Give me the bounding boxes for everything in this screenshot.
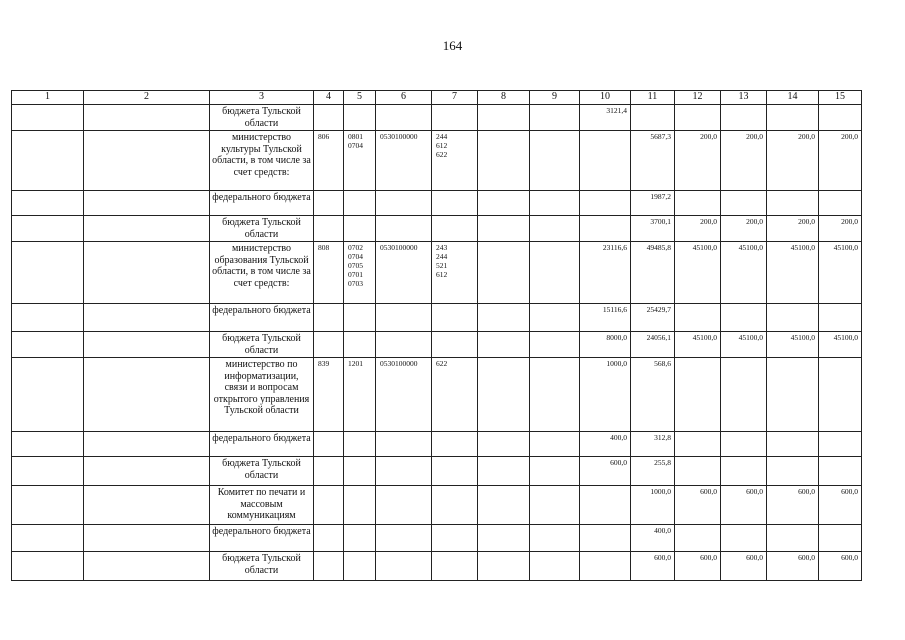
table-cell-col-4: 839 xyxy=(314,358,344,432)
table-cell-col-2 xyxy=(84,191,210,216)
table-cell-col-13: 45100,0 xyxy=(721,242,767,304)
table-cell-col-13: 200,0 xyxy=(721,216,767,242)
table-cell-col-8 xyxy=(478,332,530,358)
table-cell-col-6 xyxy=(376,332,432,358)
table-cell-col-11: 49485,8 xyxy=(631,242,675,304)
table-cell-col-7 xyxy=(432,191,478,216)
table-cell-col-14 xyxy=(767,191,819,216)
column-header: 14 xyxy=(767,91,819,105)
table-cell-col-11: 5687,3 xyxy=(631,131,675,191)
table-cell-col-11: 25429,7 xyxy=(631,304,675,332)
table-cell-col-12: 600,0 xyxy=(675,552,721,581)
table-cell-col-7: 622 xyxy=(432,358,478,432)
table-cell-col-7: 243 244 521 612 xyxy=(432,242,478,304)
table-cell-col-13 xyxy=(721,191,767,216)
table-cell-col-10: 1000,0 xyxy=(580,358,631,432)
table-cell-col-9 xyxy=(530,304,580,332)
table-row xyxy=(12,552,862,581)
table-cell-col-5 xyxy=(344,216,376,242)
table-cell-col-15 xyxy=(819,525,862,552)
table-cell-col-2 xyxy=(84,457,210,486)
table-cell-col-10 xyxy=(580,216,631,242)
table-cell-col-1 xyxy=(12,486,84,525)
table-cell-col-7 xyxy=(432,457,478,486)
table-cell-col-14 xyxy=(767,525,819,552)
column-header: 12 xyxy=(675,91,721,105)
table-cell-col-11: 24056,1 xyxy=(631,332,675,358)
table-cell-col-8 xyxy=(478,191,530,216)
table-cell-col-7 xyxy=(432,105,478,131)
table-cell-col-9 xyxy=(530,525,580,552)
table-cell-col-4 xyxy=(314,332,344,358)
table-cell-col-15: 45100,0 xyxy=(819,332,862,358)
table-cell-col-2 xyxy=(84,552,210,581)
table-cell-col-5 xyxy=(344,332,376,358)
table-cell-col-12: 200,0 xyxy=(675,131,721,191)
table-cell-col-10 xyxy=(580,552,631,581)
table-cell-col-3: федерального бюджета xyxy=(210,304,314,332)
table-cell-col-14 xyxy=(767,358,819,432)
table-cell-col-9 xyxy=(530,457,580,486)
table-cell-col-6: 0530100000 xyxy=(376,131,432,191)
column-header: 4 xyxy=(314,91,344,105)
table-cell-col-8 xyxy=(478,304,530,332)
table-cell-col-3: бюджета Тульской области xyxy=(210,216,314,242)
table-cell-col-14 xyxy=(767,304,819,332)
table-cell-col-8 xyxy=(478,216,530,242)
table-cell-col-1 xyxy=(12,216,84,242)
table-cell-col-8 xyxy=(478,242,530,304)
column-header: 10 xyxy=(580,91,631,105)
table-cell-col-6 xyxy=(376,552,432,581)
table-cell-col-6 xyxy=(376,525,432,552)
table-cell-col-4 xyxy=(314,304,344,332)
table-cell-col-5 xyxy=(344,105,376,131)
table-cell-col-3: министерство по информатизации, связи и вопросам открытого управления Тульской области xyxy=(210,358,314,432)
table-cell-col-9 xyxy=(530,242,580,304)
table-cell-col-9 xyxy=(530,432,580,457)
budget-table xyxy=(11,90,862,581)
table-cell-col-7 xyxy=(432,432,478,457)
table-row xyxy=(12,486,862,525)
table-cell-col-9 xyxy=(530,216,580,242)
table-cell-col-2 xyxy=(84,525,210,552)
table-cell-col-12: 200,0 xyxy=(675,216,721,242)
table-row xyxy=(12,242,862,304)
header-row xyxy=(12,91,862,105)
table-cell-col-9 xyxy=(530,131,580,191)
table-row xyxy=(12,525,862,552)
column-header: 1 xyxy=(12,91,84,105)
table-cell-col-15: 600,0 xyxy=(819,486,862,525)
table-cell-col-12 xyxy=(675,358,721,432)
table-cell-col-13 xyxy=(721,457,767,486)
table-cell-col-12 xyxy=(675,105,721,131)
table-cell-col-2 xyxy=(84,358,210,432)
table-cell-col-12: 45100,0 xyxy=(675,332,721,358)
table-cell-col-13 xyxy=(721,525,767,552)
table-cell-col-14 xyxy=(767,457,819,486)
column-header: 7 xyxy=(432,91,478,105)
table-cell-col-6 xyxy=(376,105,432,131)
table-cell-col-6 xyxy=(376,304,432,332)
table-cell-col-4 xyxy=(314,216,344,242)
table-cell-col-12: 45100,0 xyxy=(675,242,721,304)
table-cell-col-4 xyxy=(314,457,344,486)
table-cell-col-15: 200,0 xyxy=(819,131,862,191)
table-cell-col-15 xyxy=(819,304,862,332)
table-cell-col-5 xyxy=(344,486,376,525)
table-cell-col-6 xyxy=(376,486,432,525)
table-cell-col-6 xyxy=(376,191,432,216)
table-cell-col-7 xyxy=(432,332,478,358)
table-row xyxy=(12,216,862,242)
table-cell-col-12 xyxy=(675,525,721,552)
table-row xyxy=(12,332,862,358)
table-cell-col-13: 200,0 xyxy=(721,131,767,191)
table-cell-col-3: бюджета Тульской области xyxy=(210,105,314,131)
table-cell-col-1 xyxy=(12,457,84,486)
page-number: 164 xyxy=(442,38,463,53)
table-row xyxy=(12,358,862,432)
table-cell-col-5: 0801 0704 xyxy=(344,131,376,191)
table-row xyxy=(12,131,862,191)
table-cell-col-8 xyxy=(478,552,530,581)
table-cell-col-1 xyxy=(12,525,84,552)
table-cell-col-14 xyxy=(767,105,819,131)
table-cell-col-10: 23116,6 xyxy=(580,242,631,304)
table-cell-col-7 xyxy=(432,216,478,242)
table-cell-col-13 xyxy=(721,304,767,332)
table-cell-col-3: федерального бюджета xyxy=(210,432,314,457)
table-cell-col-10 xyxy=(580,486,631,525)
table-cell-col-2 xyxy=(84,304,210,332)
table-cell-col-9 xyxy=(530,552,580,581)
table-cell-col-3: министерство образования Тульской области, в том числе за счет средств: xyxy=(210,242,314,304)
table-cell-col-6 xyxy=(376,432,432,457)
table-cell-col-14: 45100,0 xyxy=(767,332,819,358)
table-cell-col-5 xyxy=(344,304,376,332)
column-header: 2 xyxy=(84,91,210,105)
table-cell-col-5 xyxy=(344,191,376,216)
table-cell-col-11: 568,6 xyxy=(631,358,675,432)
table-cell-col-11: 3700,1 xyxy=(631,216,675,242)
table-cell-col-13 xyxy=(721,432,767,457)
table-cell-col-4: 808 xyxy=(314,242,344,304)
table-cell-col-1 xyxy=(12,332,84,358)
table-cell-col-3: федерального бюджета xyxy=(210,191,314,216)
table-cell-col-4 xyxy=(314,552,344,581)
table-cell-col-10: 3121,4 xyxy=(580,105,631,131)
table-cell-col-12: 600,0 xyxy=(675,486,721,525)
table-cell-col-2 xyxy=(84,332,210,358)
table-cell-col-2 xyxy=(84,486,210,525)
table-cell-col-6: 0530100000 xyxy=(376,358,432,432)
table-cell-col-9 xyxy=(530,191,580,216)
table-row xyxy=(12,191,862,216)
table-cell-col-7 xyxy=(432,525,478,552)
table-cell-col-12 xyxy=(675,191,721,216)
table-cell-col-15: 200,0 xyxy=(819,216,862,242)
table-cell-col-11: 312,8 xyxy=(631,432,675,457)
table-cell-col-10: 15116,6 xyxy=(580,304,631,332)
table-cell-col-11: 255,8 xyxy=(631,457,675,486)
table-cell-col-15 xyxy=(819,105,862,131)
table-cell-col-6 xyxy=(376,216,432,242)
table-cell-col-8 xyxy=(478,131,530,191)
table-cell-col-4 xyxy=(314,105,344,131)
table-cell-col-5 xyxy=(344,525,376,552)
table-cell-col-12 xyxy=(675,457,721,486)
table-cell-col-10 xyxy=(580,191,631,216)
table-cell-col-4 xyxy=(314,191,344,216)
table-cell-col-4 xyxy=(314,525,344,552)
table-cell-col-10 xyxy=(580,525,631,552)
column-header: 15 xyxy=(819,91,862,105)
column-header: 3 xyxy=(210,91,314,105)
table-cell-col-15 xyxy=(819,432,862,457)
table-cell-col-7: 244 612 622 xyxy=(432,131,478,191)
table-cell-col-13 xyxy=(721,105,767,131)
table-cell-col-2 xyxy=(84,242,210,304)
table-cell-col-15 xyxy=(819,358,862,432)
table-cell-col-15: 45100,0 xyxy=(819,242,862,304)
table-cell-col-2 xyxy=(84,105,210,131)
column-header: 8 xyxy=(478,91,530,105)
table-cell-col-6 xyxy=(376,457,432,486)
column-header: 11 xyxy=(631,91,675,105)
table-cell-col-8 xyxy=(478,105,530,131)
table-cell-col-3: бюджета Тульской области xyxy=(210,552,314,581)
table-cell-col-1 xyxy=(12,552,84,581)
table-cell-col-3: бюджета Тульской области xyxy=(210,332,314,358)
table-cell-col-7 xyxy=(432,304,478,332)
table-cell-col-7 xyxy=(432,552,478,581)
table-cell-col-9 xyxy=(530,332,580,358)
table-cell-col-12 xyxy=(675,432,721,457)
table-cell-col-14: 200,0 xyxy=(767,216,819,242)
column-header: 5 xyxy=(344,91,376,105)
table-row xyxy=(12,304,862,332)
table-row xyxy=(12,432,862,457)
table-cell-col-7 xyxy=(432,486,478,525)
table-cell-col-5: 0702 0704 0705 0701 0703 xyxy=(344,242,376,304)
table-cell-col-14: 45100,0 xyxy=(767,242,819,304)
column-header: 13 xyxy=(721,91,767,105)
table-cell-col-3: Комитет по печати и массовым коммуникациям xyxy=(210,486,314,525)
table-cell-col-1 xyxy=(12,432,84,457)
table-cell-col-9 xyxy=(530,486,580,525)
table-cell-col-1 xyxy=(12,358,84,432)
column-header: 9 xyxy=(530,91,580,105)
column-header: 6 xyxy=(376,91,432,105)
table-cell-col-3: бюджета Тульской области xyxy=(210,457,314,486)
table-cell-col-6: 0530100000 xyxy=(376,242,432,304)
table-row xyxy=(12,105,862,131)
table-cell-col-13: 600,0 xyxy=(721,552,767,581)
table-cell-col-3: федерального бюджета xyxy=(210,525,314,552)
table-cell-col-15 xyxy=(819,191,862,216)
table-cell-col-10: 400,0 xyxy=(580,432,631,457)
table-cell-col-4: 806 xyxy=(314,131,344,191)
table-cell-col-11: 600,0 xyxy=(631,552,675,581)
table-cell-col-15 xyxy=(819,457,862,486)
table-cell-col-4 xyxy=(314,432,344,457)
table-cell-col-14 xyxy=(767,432,819,457)
table-cell-col-13 xyxy=(721,358,767,432)
table-cell-col-1 xyxy=(12,105,84,131)
table-cell-col-11 xyxy=(631,105,675,131)
table-cell-col-8 xyxy=(478,486,530,525)
table-cell-col-9 xyxy=(530,358,580,432)
table-cell-col-2 xyxy=(84,216,210,242)
table-cell-col-1 xyxy=(12,242,84,304)
table-cell-col-2 xyxy=(84,131,210,191)
table-cell-col-10 xyxy=(580,131,631,191)
table-cell-col-5 xyxy=(344,432,376,457)
table-cell-col-3: министерство культуры Тульской области, в том числе за счет средств: xyxy=(210,131,314,191)
table-cell-col-8 xyxy=(478,358,530,432)
table-row xyxy=(12,457,862,486)
table-cell-col-12 xyxy=(675,304,721,332)
table-cell-col-1 xyxy=(12,131,84,191)
table-cell-col-1 xyxy=(12,191,84,216)
table-cell-col-4 xyxy=(314,486,344,525)
table-cell-col-11: 1000,0 xyxy=(631,486,675,525)
table-cell-col-10: 600,0 xyxy=(580,457,631,486)
table-cell-col-13: 600,0 xyxy=(721,486,767,525)
table-cell-col-5 xyxy=(344,552,376,581)
table-cell-col-10: 8000,0 xyxy=(580,332,631,358)
table-cell-col-14: 600,0 xyxy=(767,552,819,581)
table-cell-col-14: 600,0 xyxy=(767,486,819,525)
table-cell-col-13: 45100,0 xyxy=(721,332,767,358)
table-cell-col-8 xyxy=(478,457,530,486)
table-cell-col-11: 1987,2 xyxy=(631,191,675,216)
table-cell-col-8 xyxy=(478,432,530,457)
table-cell-col-8 xyxy=(478,525,530,552)
table-cell-col-5: 1201 xyxy=(344,358,376,432)
table-cell-col-14: 200,0 xyxy=(767,131,819,191)
table-cell-col-11: 400,0 xyxy=(631,525,675,552)
table-cell-col-5 xyxy=(344,457,376,486)
table-cell-col-1 xyxy=(12,304,84,332)
table-cell-col-2 xyxy=(84,432,210,457)
table-cell-col-9 xyxy=(530,105,580,131)
table-cell-col-15: 600,0 xyxy=(819,552,862,581)
